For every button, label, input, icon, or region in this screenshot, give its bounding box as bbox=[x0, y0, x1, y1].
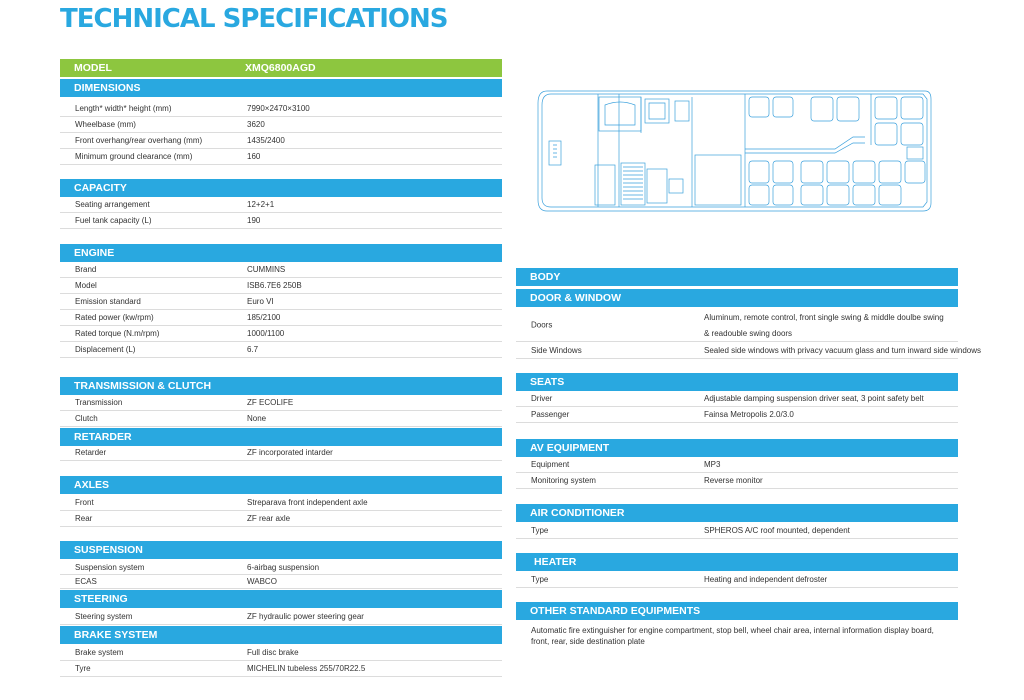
section-header-av-equipment: AV EQUIPMENT bbox=[516, 439, 958, 457]
spec-key: Rated power (kw/rpm) bbox=[75, 313, 154, 322]
spec-row bbox=[516, 343, 982, 359]
section-header-seats: SEATS bbox=[516, 373, 958, 391]
spec-row bbox=[60, 575, 502, 589]
spec-value: 6-airbag suspension bbox=[247, 563, 320, 572]
spec-row bbox=[516, 457, 958, 473]
spec-row bbox=[60, 262, 502, 278]
spec-key: Monitoring system bbox=[531, 476, 596, 485]
spec-value: 12+2+1 bbox=[247, 200, 275, 209]
spec-value: Full disc brake bbox=[247, 648, 299, 657]
spec-row bbox=[60, 560, 502, 575]
spec-value: ZF rear axle bbox=[247, 514, 291, 523]
spec-key: Equipment bbox=[531, 460, 570, 469]
spec-value: 3620 bbox=[247, 120, 265, 129]
section-header-other-equipments: OTHER STANDARD EQUIPMENTS bbox=[516, 602, 958, 620]
spec-value: 6.7 bbox=[247, 345, 259, 354]
spec-value: Sealed side windows with privacy vacuum glass and turn inward side windows bbox=[704, 346, 982, 355]
spec-value-line: Aluminum, remote control, front single swing & middle doulbe swing bbox=[704, 313, 944, 322]
spec-key: Model bbox=[75, 281, 97, 290]
spec-row bbox=[60, 445, 502, 461]
spec-key: Rear bbox=[75, 514, 93, 523]
spec-key: Clutch bbox=[75, 414, 98, 423]
spec-row bbox=[60, 310, 502, 326]
spec-row bbox=[516, 473, 958, 489]
spec-row bbox=[516, 391, 958, 407]
section-header-heater: HEATER bbox=[516, 553, 958, 571]
section-header-air-conditioner: AIR CONDITIONER bbox=[516, 504, 958, 522]
spec-value: ISB6.7E6 250B bbox=[247, 281, 302, 290]
spec-value: None bbox=[247, 414, 267, 423]
spec-value: Adjustable damping suspension driver seat, 3 point safety belt bbox=[704, 394, 924, 403]
other-equipments-line: front, rear, side destination plate bbox=[531, 637, 645, 646]
section-header-dimensions: DIMENSIONS bbox=[60, 79, 502, 97]
spec-key: Brake system bbox=[75, 648, 124, 657]
spec-row bbox=[516, 407, 958, 423]
section-header-retarder: RETARDER bbox=[60, 428, 502, 446]
section-header-door-window: DOOR & WINDOW bbox=[516, 289, 958, 307]
spec-row bbox=[60, 645, 502, 661]
spec-row bbox=[516, 523, 958, 539]
spec-key: Rated torque (N.m/rpm) bbox=[75, 329, 160, 338]
spec-value: ZF incorporated intarder bbox=[247, 448, 333, 457]
spec-key: Passenger bbox=[531, 410, 570, 419]
other-equipments-text bbox=[531, 625, 961, 647]
spec-value: 1435/2400 bbox=[247, 136, 285, 145]
page-title: TECHNICAL SPECIFICATIONS bbox=[60, 4, 448, 34]
section-header-brake-system: BRAKE SYSTEM bbox=[60, 626, 502, 644]
section-header-steering: STEERING bbox=[60, 590, 502, 608]
spec-value-line: & readouble swing doors bbox=[704, 329, 793, 338]
spec-value: 160 bbox=[247, 152, 261, 161]
spec-key: ECAS bbox=[75, 577, 97, 586]
spec-key: Suspension system bbox=[75, 563, 145, 572]
model-value: XMQ6800AGD bbox=[245, 62, 316, 74]
spec-key: Type bbox=[531, 526, 549, 535]
other-equipments-line: Automatic fire extinguisher for engine compartment, stop bell, wheel chair area, internal information display board, bbox=[531, 626, 934, 635]
spec-row bbox=[60, 326, 502, 342]
spec-value: 185/2100 bbox=[247, 313, 281, 322]
spec-key: Emission standard bbox=[75, 297, 141, 306]
spec-row bbox=[516, 309, 958, 342]
spec-row bbox=[60, 101, 502, 117]
section-header-axles: AXLES bbox=[60, 476, 502, 494]
spec-value: Euro VI bbox=[247, 297, 274, 306]
spec-value: MP3 bbox=[704, 460, 721, 469]
spec-key: Transmission bbox=[75, 398, 123, 407]
spec-row bbox=[60, 278, 502, 294]
spec-value: Fainsa Metropolis 2.0/3.0 bbox=[704, 410, 794, 419]
spec-row bbox=[60, 213, 502, 229]
spec-value: WABCO bbox=[247, 577, 277, 586]
spec-value: Streparava front independent axle bbox=[247, 498, 368, 507]
spec-row bbox=[516, 572, 958, 588]
spec-key: Type bbox=[531, 575, 549, 584]
model-label: MODEL bbox=[74, 62, 112, 74]
spec-key: Doors bbox=[531, 320, 553, 330]
spec-value: MICHELIN tubeless 255/70R22.5 bbox=[247, 664, 366, 673]
spec-value: 190 bbox=[247, 216, 261, 225]
spec-value: ZF hydraulic power steering gear bbox=[247, 612, 364, 621]
spec-key: Seating arrangement bbox=[75, 200, 150, 209]
spec-key: Side Windows bbox=[531, 346, 582, 355]
spec-key: Retarder bbox=[75, 448, 107, 457]
spec-row bbox=[60, 197, 502, 213]
section-header-capacity: CAPACITY bbox=[60, 179, 502, 197]
spec-value: ZF ECOLIFE bbox=[247, 398, 294, 407]
spec-key: Steering system bbox=[75, 612, 133, 621]
spec-key: Tyre bbox=[75, 664, 91, 673]
bus-floor-plan-image bbox=[535, 85, 933, 215]
spec-key: Length* width* height (mm) bbox=[75, 104, 172, 113]
spec-row bbox=[60, 411, 502, 427]
spec-row bbox=[60, 495, 502, 511]
spec-key: Wheelbase (mm) bbox=[75, 120, 136, 129]
spec-value: Reverse monitor bbox=[704, 476, 763, 485]
spec-row bbox=[60, 149, 502, 165]
spec-key: Front bbox=[75, 498, 94, 507]
spec-key: Minimum ground clearance (mm) bbox=[75, 152, 193, 161]
spec-row bbox=[60, 609, 502, 625]
spec-key: Brand bbox=[75, 265, 97, 274]
spec-row bbox=[60, 294, 502, 310]
spec-key: Fuel tank capacity (L) bbox=[75, 216, 152, 225]
spec-value: 1000/1100 bbox=[247, 329, 285, 338]
spec-value: CUMMINS bbox=[247, 265, 286, 274]
spec-key: Displacement (L) bbox=[75, 345, 136, 354]
section-header-engine: ENGINE bbox=[60, 244, 502, 262]
spec-row bbox=[60, 661, 502, 677]
spec-row bbox=[60, 511, 502, 527]
section-header-body: BODY bbox=[516, 268, 958, 286]
spec-key: Driver bbox=[531, 394, 553, 403]
spec-row bbox=[60, 133, 502, 149]
spec-row bbox=[60, 395, 502, 411]
spec-row bbox=[60, 117, 502, 133]
section-header-suspension: SUSPENSION bbox=[60, 541, 502, 559]
spec-value: SPHEROS A/C roof mounted, dependent bbox=[704, 526, 850, 535]
model-bar bbox=[60, 59, 502, 77]
spec-value bbox=[704, 310, 944, 342]
section-header-transmission: TRANSMISSION & CLUTCH bbox=[60, 377, 502, 395]
spec-key: Front overhang/rear overhang (mm) bbox=[75, 136, 203, 145]
spec-row bbox=[60, 342, 502, 358]
spec-value: 7990×2470×3100 bbox=[247, 104, 310, 113]
spec-value: Heating and independent defroster bbox=[704, 575, 828, 584]
